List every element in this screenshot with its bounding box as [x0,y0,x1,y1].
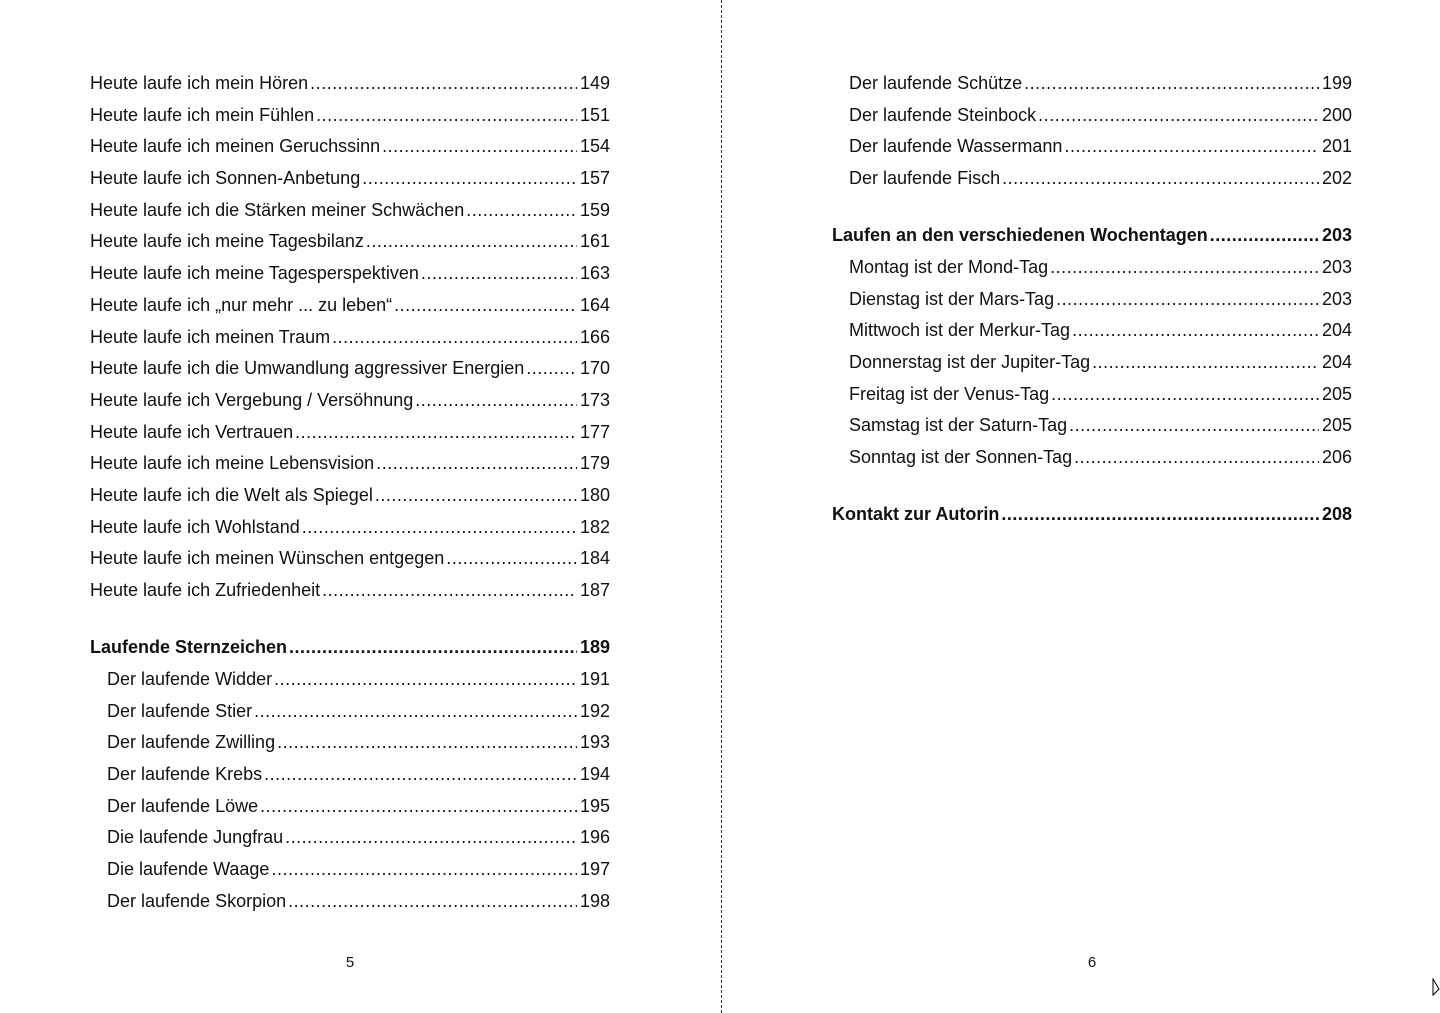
toc-entry-title: Heute laufe ich meinen Wünschen entgegen [90,548,445,569]
toc-section-heading-kontakt[interactable] [832,499,1352,531]
toc-entry-title: Heute laufe ich die Umwandlung aggressiver Energien [90,358,525,379]
toc-entry-title: Der laufende Löwe [107,795,259,816]
toc-entry[interactable] [90,512,610,544]
toc-entry-page: 197 [579,859,610,880]
toc-subentry[interactable] [90,886,610,918]
toc-entry-title: Heute laufe ich Wohlstand [90,516,300,537]
toc-entry-page: 166 [579,326,610,347]
toc-entry-page: 154 [579,136,610,157]
toc-entry-page: 149 [579,73,610,93]
toc-entry[interactable] [90,353,610,385]
toc-section-page: 203 [1321,225,1352,246]
toc-entry-page: 182 [579,516,610,537]
toc-leader-dots [415,385,577,417]
toc-leader-dots [254,696,577,728]
toc-section-heading-sternzeichen[interactable] [90,632,610,664]
toc-entry-title: Der laufende Krebs [107,764,263,785]
toc-leader-dots [1210,220,1319,252]
toc-entry-title: Heute laufe ich die Welt als Spiegel [90,484,373,505]
toc-entry[interactable] [90,480,610,512]
toc-leader-dots [295,417,577,449]
toc-leader-dots [277,727,577,759]
toc-entry-page: 159 [579,199,610,220]
toc-entry-page: 184 [579,548,610,569]
toc-subentry[interactable] [832,68,1352,100]
toc-leader-dots [1050,252,1319,284]
toc-leader-dots [316,100,577,132]
toc-entry-page: 164 [579,294,610,315]
toc-subentry[interactable] [832,131,1352,163]
toc-leader-dots [285,822,577,854]
toc-subentry[interactable] [90,664,610,696]
toc-subentry[interactable] [832,252,1352,284]
toc-leader-dots [1072,315,1319,347]
toc-entry-title: Montag ist der Mond-Tag [849,257,1049,278]
toc-leader-dots [271,854,577,886]
toc-entry-title: Heute laufe ich meine Lebensvision [90,453,375,474]
toc-entry-page: 161 [579,231,610,252]
toc-leader-dots [322,575,577,607]
toc-subentry[interactable] [90,759,610,791]
toc-section-heading-wochentage[interactable] [832,220,1352,252]
toc-entry-page: 205 [1321,415,1352,436]
toc-leader-dots [1001,499,1319,531]
toc-entry-page: 204 [1321,320,1352,341]
toc-entry[interactable] [90,68,610,100]
toc-entry-title: Der laufende Zwilling [107,732,276,753]
toc-subentry[interactable] [832,284,1352,316]
toc-subentry[interactable] [90,727,610,759]
toc-leader-dots [1064,131,1319,163]
toc-entry[interactable] [90,575,610,607]
page-number: 6 [1087,954,1097,971]
toc-entry-title: Heute laufe ich Vergebung / Versöhnung [90,389,414,410]
toc-leader-dots [1024,68,1319,100]
toc-entry-page: 163 [579,263,610,284]
toc-entry-page: 177 [579,421,610,442]
toc-subentry[interactable] [90,822,610,854]
toc-entry[interactable] [90,163,610,195]
mouse-pointer-icon [1432,978,1440,998]
toc-entry-page: 192 [579,700,610,721]
toc-entry-page: 199 [1321,73,1352,93]
toc-entry-title: Der laufende Wassermann [849,136,1063,157]
toc-entry-title: Heute laufe ich die Stärken meiner Schwächen [90,199,465,220]
toc-entry[interactable] [90,290,610,322]
toc-entry-title: Der laufende Steinbock [849,104,1037,125]
toc-entry-page: 203 [1321,288,1352,309]
page-number: 5 [345,954,355,971]
toc-entry[interactable] [90,448,610,480]
toc-leader-dots [376,448,577,480]
toc-entry-title: Heute laufe ich meinen Geruchssinn [90,136,381,157]
toc-leader-dots [394,290,577,322]
toc-leader-dots [310,68,577,100]
toc-leader-dots [1002,163,1319,195]
toc-leader-dots [332,322,577,354]
toc-leader-dots [362,163,577,195]
toc-entry[interactable] [90,385,610,417]
toc-entry-title: Freitag ist der Venus-Tag [849,383,1050,404]
toc-subentry[interactable] [90,696,610,728]
toc-entry-page: 180 [579,484,610,505]
toc-entry-page: 203 [1321,257,1352,278]
toc-subentry[interactable] [832,347,1352,379]
toc-entry[interactable] [90,226,610,258]
toc-entry[interactable] [90,258,610,290]
toc-section-title: Kontakt zur Autorin [832,504,1000,525]
toc-entry-title: Die laufende Waage [107,859,270,880]
toc-leader-dots [1051,379,1319,411]
toc-entry-title: Mittwoch ist der Merkur-Tag [849,320,1071,341]
toc-section-title: Laufende Sternzeichen [90,637,288,658]
toc-section-page: 208 [1321,504,1352,525]
toc-entry-title: Heute laufe ich mein Hören [90,73,309,93]
toc-subentry[interactable] [90,791,610,823]
toc-section-title: Laufen an den verschiedenen Wochentagen [832,225,1208,246]
toc-leader-dots [302,512,577,544]
toc-entry-title: Der laufende Widder [107,668,273,689]
toc-leader-dots [1074,442,1319,474]
toc-entry-page: 195 [579,795,610,816]
toc-subentry[interactable] [832,410,1352,442]
toc-entry-page: 201 [1321,136,1352,157]
toc-entry-page: 151 [579,104,610,125]
toc-leader-dots [446,543,577,575]
toc-entry-page: 202 [1321,168,1352,189]
toc-entry-title: Donnerstag ist der Jupiter-Tag [849,352,1091,373]
toc-entry-page: 187 [579,580,610,600]
toc-leader-dots [288,886,577,918]
toc-entry-title: Der laufende Fisch [849,168,1001,189]
toc-entry-title: Samstag ist der Saturn-Tag [849,415,1068,436]
toc-entry-title: Heute laufe ich „nur mehr ... zu leben“ [90,294,393,315]
toc-leader-dots [1038,100,1319,132]
toc-entry-title: Heute laufe ich meinen Traum [90,326,331,347]
toc-leader-dots [260,791,577,823]
toc-entry-page: 205 [1321,383,1352,404]
toc-entry-title: Der laufende Stier [107,700,253,721]
toc-leader-dots [375,480,577,512]
toc-entry-page: 170 [579,358,610,379]
toc-entry[interactable] [90,543,610,575]
toc-entry[interactable] [90,322,610,354]
right-page [722,0,1440,1013]
toc-entry-title: Die laufende Jungfrau [107,827,284,848]
toc-list-left [90,68,610,917]
toc-entry-title: Heute laufe ich Zufriedenheit [90,580,321,600]
toc-leader-dots [274,664,577,696]
toc-entry-title: Heute laufe ich meine Tagesbilanz [90,231,364,252]
toc-entry-title: Heute laufe ich mein Fühlen [90,104,315,125]
toc-entry-page: 204 [1321,352,1352,373]
toc-entry-page: 191 [579,668,610,689]
toc-entry-page: 173 [579,389,610,410]
toc-entry-page: 198 [579,890,610,911]
toc-entry-page: 193 [579,732,610,753]
toc-entry[interactable] [90,100,610,132]
toc-subentry[interactable] [832,442,1352,474]
toc-entry-page: 196 [579,827,610,848]
toc-entry[interactable] [90,417,610,449]
toc-entry-page: 206 [1321,447,1352,468]
toc-leader-dots [421,258,577,290]
toc-entry-page: 179 [579,453,610,474]
toc-subentry[interactable] [832,379,1352,411]
toc-subentry[interactable] [832,100,1352,132]
toc-leader-dots [466,195,577,227]
toc-leader-dots [526,353,577,385]
toc-subentry[interactable] [832,315,1352,347]
toc-leader-dots [1056,284,1319,316]
toc-entry-title: Der laufende Skorpion [107,890,287,911]
toc-entry-title: Der laufende Schütze [849,73,1023,93]
toc-leader-dots [382,131,577,163]
toc-entry-page: 200 [1321,104,1352,125]
toc-leader-dots [264,759,577,791]
toc-entry-title: Dienstag ist der Mars-Tag [849,288,1055,309]
toc-subentry[interactable] [832,163,1352,195]
toc-leader-dots [366,226,577,258]
toc-entry-page: 194 [579,764,610,785]
toc-leader-dots [289,632,577,664]
toc-entry[interactable] [90,131,610,163]
toc-entry-title: Heute laufe ich Sonnen-Anbetung [90,168,361,189]
toc-entry-title: Sonntag ist der Sonnen-Tag [849,447,1073,468]
toc-subentry[interactable] [90,854,610,886]
toc-list-right [832,68,1352,531]
toc-entry-page: 157 [579,168,610,189]
toc-leader-dots [1092,347,1319,379]
toc-entry-title: Heute laufe ich Vertrauen [90,421,294,442]
toc-entry[interactable] [90,195,610,227]
toc-entry-title: Heute laufe ich meine Tagesperspektiven [90,263,419,284]
toc-leader-dots [1069,410,1319,442]
toc-section-page: 189 [579,637,610,658]
